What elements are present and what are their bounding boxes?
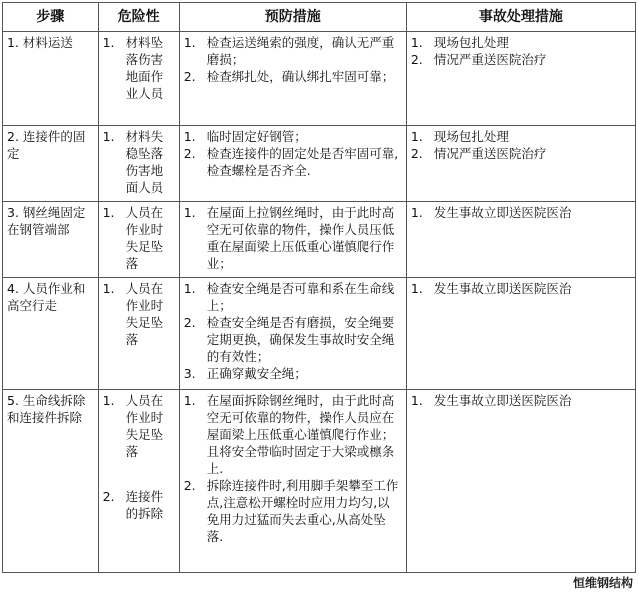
table-row — [3, 390, 636, 573]
step-cell: 4. 人员作业和高空行走 — [3, 278, 99, 390]
list-item: 1. 人员在作业时失足坠落 — [102, 281, 164, 347]
prevention-cell — [179, 126, 406, 202]
list-item: 1. 在屋面拆除钢丝绳时，由于此时高空无可依靠的物件，操作人员应在屋面梁上压低重心谨慎爬行作业；且将安全带临时固定于大梁或檩条上. — [183, 393, 395, 476]
handling-cell — [406, 390, 635, 573]
list-item: 1. 发生事故立即送医院医治 — [410, 393, 572, 408]
list-item: 1. 材料失稳坠落伤害地面人员 — [102, 129, 164, 195]
header-handling: 事故处理措施 — [406, 3, 635, 32]
step-cell: 3. 钢丝绳固定在钢管端部 — [3, 202, 99, 278]
list-item: 2. 情况严重送医院治疗 — [410, 52, 547, 67]
list-item: 1. 临时固定好钢管； — [183, 129, 307, 144]
list-item: 1. 在屋面上拉钢丝绳时，由于此时高空无可依靠的物件，操作人员压低重在屋面梁上压低重心谨慎爬行作业； — [183, 205, 395, 271]
watermark-logo-text: 恒维钢结构 — [572, 576, 633, 590]
step-cell: 1. 材料运送 — [3, 32, 99, 126]
safety-table — [2, 2, 636, 573]
header-step: 步骤 — [3, 3, 99, 32]
table-row — [3, 278, 636, 390]
table-row — [3, 32, 636, 126]
hazard-cell — [98, 32, 179, 126]
list-item: 3. 正确穿戴安全绳； — [183, 366, 307, 381]
list-item: 1. 人员在作业时失足坠落 — [102, 205, 164, 271]
step-cell: 5. 生命线拆除和连接件拆除 — [3, 390, 99, 573]
list-item: 1. 现场包扎处理 — [410, 129, 509, 144]
list-item: 1. 检查安全绳是否可靠和系在生命线上； — [183, 281, 395, 313]
list-item: 1. 现场包扎处理 — [410, 35, 509, 50]
list-item: 2. 检查安全绳是否有磨损，安全绳要定期更换，确保发生事故时安全绳的有效性； — [183, 315, 395, 364]
list-item: 1. 人员在作业时失足坠落 — [102, 393, 164, 459]
hazard-cell — [98, 202, 179, 278]
list-item: 2. 检查绑扎处，确认绑扎牢固可靠； — [183, 69, 395, 84]
prevention-cell — [179, 278, 406, 390]
table-row — [3, 126, 636, 202]
header-row — [3, 3, 636, 32]
handling-cell — [406, 278, 635, 390]
prevention-cell — [179, 32, 406, 126]
handling-cell — [406, 202, 635, 278]
header-hazard: 危险性 — [98, 3, 179, 32]
spacer — [103, 460, 175, 488]
hazard-cell — [98, 278, 179, 390]
list-item: 1. 检查运送绳索的强度，确认无严重磨损； — [183, 35, 395, 67]
prevention-cell — [179, 390, 406, 573]
prevention-cell — [179, 202, 406, 278]
handling-cell — [406, 32, 635, 126]
step-cell: 2. 连接件的固定 — [3, 126, 99, 202]
list-item: 1. 发生事故立即送医院医治 — [410, 205, 572, 220]
hazard-cell — [98, 390, 179, 573]
list-item: 2. 拆除连接件时,利用脚手架攀至工作点,注意松开螺栓时应用力均匀,以免用力过猛而失去重心,从高处坠落. — [183, 478, 399, 544]
list-item: 1. 发生事故立即送医院医治 — [410, 281, 572, 296]
table-row — [3, 202, 636, 278]
list-item: 2. 检查连接件的固定处是否牢固可靠,检查螺栓是否齐全. — [183, 146, 399, 178]
list-item: 1. 材料坠落伤害地面作业人员 — [102, 35, 164, 101]
header-prevention: 预防措施 — [179, 3, 406, 32]
hazard-cell — [98, 126, 179, 202]
list-item: 2. 情况严重送医院治疗 — [410, 146, 547, 161]
handling-cell — [406, 126, 635, 202]
list-item: 2. 连接件的拆除 — [102, 489, 164, 521]
